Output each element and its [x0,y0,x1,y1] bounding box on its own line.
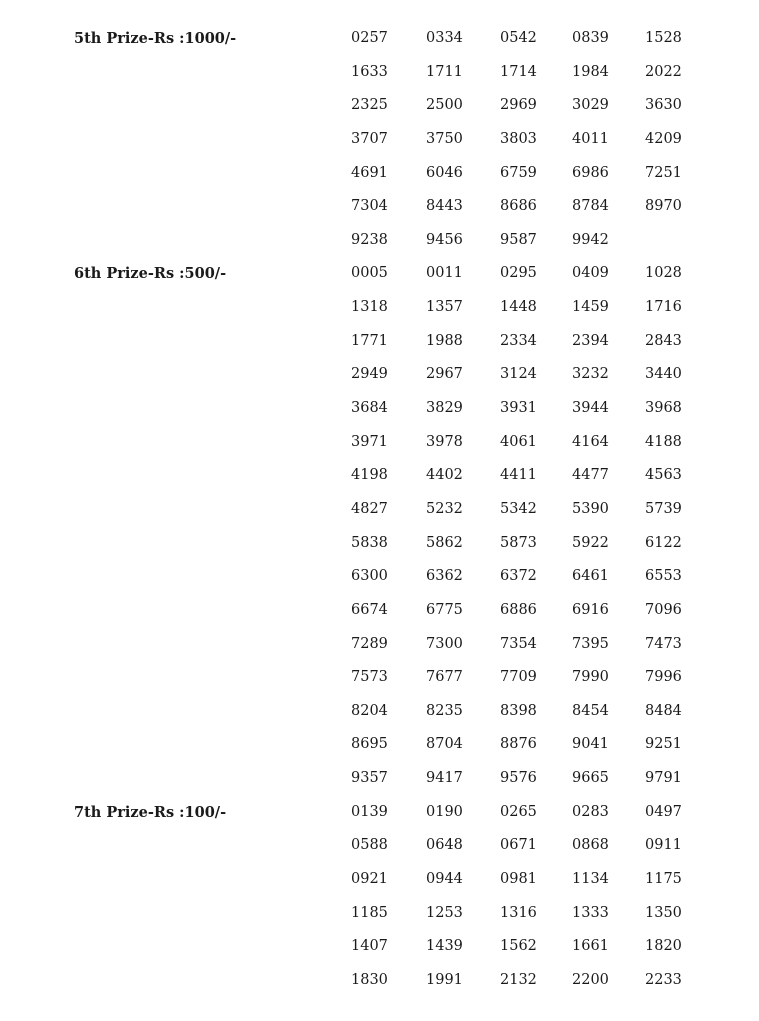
prize-section [0,796,759,998]
winning-number: 1661 [572,938,609,955]
winning-number: 2969 [500,97,537,114]
winning-number: 3968 [645,400,682,417]
winning-number: 1316 [500,904,537,921]
winning-number: 3978 [426,433,463,450]
winning-number: 3684 [351,400,388,417]
number-row [0,527,759,561]
winning-number: 9041 [572,736,609,753]
winning-number: 9665 [572,770,609,787]
number-row [0,964,759,998]
winning-number: 9576 [500,770,537,787]
winning-number: 1820 [645,938,682,955]
winning-number: 9942 [572,231,609,248]
winning-number: 2022 [645,63,682,80]
winning-number: 4411 [500,467,537,484]
winning-number: 6461 [572,568,609,585]
prize-label: 5th Prize-Rs :1000/- [74,30,237,47]
winning-number: 7395 [572,635,609,652]
winning-number: 8686 [500,198,537,215]
winning-number: 9238 [351,231,388,248]
winning-number: 1528 [645,30,682,46]
winning-number: 1134 [572,871,609,888]
winning-number: 9587 [500,231,537,248]
winning-number: 4188 [645,433,682,450]
winning-number: 4164 [572,433,609,450]
winning-number: 7473 [645,635,682,652]
winning-number: 8204 [351,702,388,719]
winning-number: 8876 [500,736,537,753]
winning-number: 6886 [500,601,537,618]
number-row [0,493,759,527]
winning-number: 6122 [645,534,682,551]
winning-number: 2233 [645,971,682,988]
number-row [0,157,759,191]
winning-number: 7354 [500,635,537,652]
winning-number: 4198 [351,467,388,484]
number-row [0,89,759,123]
winning-number: 1988 [426,332,463,349]
number-row [0,728,759,762]
number-row [0,560,759,594]
winning-number: 1716 [645,299,682,316]
winning-number: 1439 [426,938,463,955]
winning-number: 0265 [500,803,537,820]
winning-number: 7251 [645,164,682,181]
winning-number: 0671 [500,837,537,854]
winning-number: 5739 [645,500,682,517]
number-row [0,257,759,291]
winning-number: 6553 [645,568,682,585]
number-row [0,695,759,729]
winning-number: 8484 [645,702,682,719]
winning-number: 7677 [426,669,463,686]
winning-number: 8784 [572,198,609,215]
winning-number: 6759 [500,164,537,181]
winning-number: 0497 [645,803,682,820]
winning-number: 0981 [500,871,537,888]
winning-number: 7573 [351,669,388,686]
winning-number: 5838 [351,534,388,551]
number-row [0,22,759,56]
winning-number: 1318 [351,299,388,316]
winning-number: 1633 [351,63,388,80]
winning-number: 4563 [645,467,682,484]
winning-number: 6775 [426,601,463,618]
winning-number: 2325 [351,97,388,114]
winning-number: 0839 [572,30,609,46]
winning-number: 4827 [351,500,388,517]
number-row [0,863,759,897]
winning-number: 0648 [426,837,463,854]
winning-number: 8443 [426,198,463,215]
number-row [0,897,759,931]
number-row [0,628,759,662]
winning-number: 6046 [426,164,463,181]
winning-number: 3829 [426,400,463,417]
winning-number: 0190 [426,803,463,820]
winning-number: 2132 [500,971,537,988]
winning-number: 0409 [572,265,609,282]
winning-number: 4477 [572,467,609,484]
winning-number: 2967 [426,366,463,383]
winning-number: 0542 [500,30,537,46]
winning-number: 2843 [645,332,682,349]
winning-number: 3750 [426,130,463,147]
winning-number: 6372 [500,568,537,585]
winning-number: 5390 [572,500,609,517]
winning-number: 2200 [572,971,609,988]
winning-number: 7289 [351,635,388,652]
winning-number: 1830 [351,971,388,988]
number-row [0,796,759,830]
winning-number: 3803 [500,130,537,147]
number-row [0,426,759,460]
winning-number: 1448 [500,299,537,316]
winning-number: 8398 [500,702,537,719]
winning-number: 1711 [426,63,463,80]
winning-number: 8970 [645,198,682,215]
number-row [0,291,759,325]
winning-number: 0921 [351,871,388,888]
winning-number: 0944 [426,871,463,888]
winning-number: 3124 [500,366,537,383]
number-row [0,123,759,157]
winning-number: 5922 [572,534,609,551]
winning-number: 1175 [645,871,682,888]
winning-number: 0005 [351,265,388,282]
winning-number: 3971 [351,433,388,450]
winning-number: 8454 [572,702,609,719]
winning-number: 0588 [351,837,388,854]
winning-number: 0911 [645,837,682,854]
winning-number: 9791 [645,770,682,787]
winning-number: 3630 [645,97,682,114]
winning-number: 4691 [351,164,388,181]
winning-number: 9417 [426,770,463,787]
winning-number: 7096 [645,601,682,618]
winning-number: 4402 [426,467,463,484]
number-row [0,829,759,863]
winning-number: 6300 [351,568,388,585]
winning-number: 3029 [572,97,609,114]
winning-number: 1407 [351,938,388,955]
winning-number: 6674 [351,601,388,618]
winning-number: 8704 [426,736,463,753]
winning-number: 0139 [351,803,388,820]
winning-number: 5342 [500,500,537,517]
winning-number: 1253 [426,904,463,921]
winning-number: 0257 [351,30,388,46]
winning-number: 7996 [645,669,682,686]
winning-number: 3931 [500,400,537,417]
winning-number: 1984 [572,63,609,80]
winning-number: 0011 [426,265,463,282]
prize-results-table [0,22,759,998]
winning-number: 2949 [351,366,388,383]
winning-number: 8695 [351,736,388,753]
winning-number: 1771 [351,332,388,349]
number-row [0,358,759,392]
winning-number: 1714 [500,63,537,80]
winning-number: 3707 [351,130,388,147]
prize-section [0,257,759,795]
prize-label: 6th Prize-Rs :500/- [74,265,227,283]
winning-number: 2394 [572,332,609,349]
winning-number: 1357 [426,299,463,316]
winning-number: 1350 [645,904,682,921]
prize-label: 7th Prize-Rs :100/- [74,803,227,821]
winning-number: 6916 [572,601,609,618]
winning-number: 3440 [645,366,682,383]
winning-number: 1333 [572,904,609,921]
winning-number: 1028 [645,265,682,282]
number-row [0,762,759,796]
number-row [0,224,759,258]
number-row [0,190,759,224]
winning-number: 5862 [426,534,463,551]
winning-number: 3232 [572,366,609,383]
winning-number: 9251 [645,736,682,753]
winning-number: 8235 [426,702,463,719]
winning-number: 4061 [500,433,537,450]
number-row [0,594,759,628]
number-row [0,392,759,426]
winning-number: 7300 [426,635,463,652]
winning-number: 2500 [426,97,463,114]
winning-number: 6986 [572,164,609,181]
winning-number: 4209 [645,130,682,147]
number-row [0,930,759,964]
winning-number: 0334 [426,30,463,46]
number-row [0,56,759,90]
winning-number: 9456 [426,231,463,248]
winning-number: 0283 [572,803,609,820]
winning-number: 1185 [351,904,388,921]
winning-number: 1459 [572,299,609,316]
winning-number: 7709 [500,669,537,686]
winning-number: 9357 [351,770,388,787]
number-row [0,661,759,695]
winning-number: 2334 [500,332,537,349]
winning-number: 7304 [351,198,388,215]
number-row [0,459,759,493]
winning-number: 0868 [572,837,609,854]
winning-number: 5873 [500,534,537,551]
winning-number: 0295 [500,265,537,282]
winning-number: 1562 [500,938,537,955]
winning-number: 4011 [572,130,609,147]
number-row [0,325,759,359]
winning-number: 1991 [426,971,463,988]
winning-number: 7990 [572,669,609,686]
winning-number: 5232 [426,500,463,517]
winning-number: 3944 [572,400,609,417]
winning-number: 6362 [426,568,463,585]
prize-section [0,22,759,257]
